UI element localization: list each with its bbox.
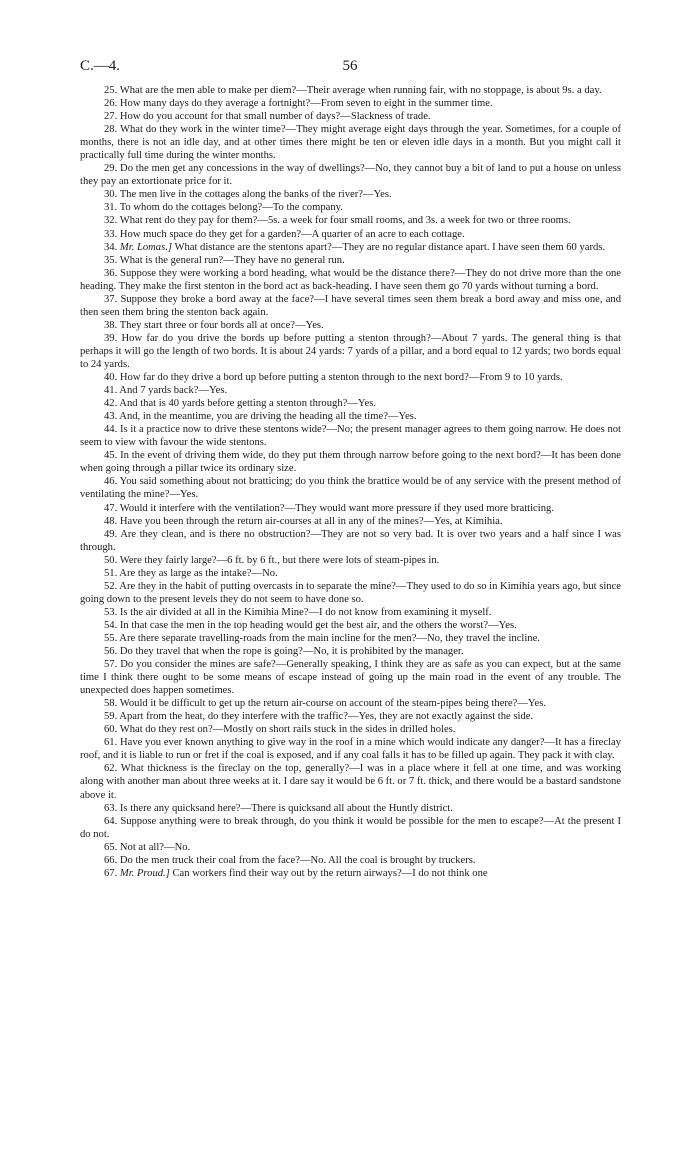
question-answer-paragraph: 49. Are they clean, and is there no obstruction?—They are not so very bad. It is over two years and a half since I was through.	[80, 528, 621, 553]
question-answer-paragraph: 60. What do they rest on?—Mostly on short rails stuck in the sides in drilled holes.	[104, 724, 456, 736]
question-answer-paragraph: 30. The men live in the cottages along the banks of the river?—Yes.	[104, 189, 392, 201]
question-number: 67.	[104, 867, 120, 879]
question-answer-paragraph: 25. What are the men able to make per diem?—Their average when running fair, with no stoppage, is about 9s. a day.	[104, 85, 602, 96]
question-answer-paragraph: 43. And, in the meantime, you are driving the heading all the time?—Yes.	[104, 411, 417, 423]
question-answer-paragraph: 44. Is it a practice now to drive these stentons wide?—No; the present manager agrees to them going narrow. He does not seem to view with favour the wide stentons.	[80, 424, 621, 449]
question-answer-paragraph: 55. Are there separate travelling-roads from the main incline for the men?—No, they travel the incline.	[104, 632, 540, 644]
question-answer-paragraph: 48. Have you been through the return air-courses at all in any of the mines?—Yes, at Kimihia.	[104, 515, 503, 527]
question-answer-paragraph: 33. How much space do they get for a garden?—A quarter of an acre to each cottage.	[104, 228, 465, 240]
question-answer-paragraph: 37. Suppose they broke a bord away at the face?—I have several times seen them break a bord away and miss one, and then seen them bring the stenton back again.	[80, 293, 621, 318]
question-answer-paragraph: 39. How far do you drive the bords up before putting a stenton through?—About 7 yards. The general thing is that perhaps it will go the length of two bords. It is about 24 yards: 7 yards of a pillar, and a bord equal to 12 yards; two bords equal to 24 yards.	[80, 332, 621, 370]
question-answer-paragraph: 54. In that case the men in the top heading would get the best air, and the others the worst?—Yes.	[104, 619, 517, 631]
question-number: 34.	[104, 241, 120, 253]
question-answer-paragraph: 47. Would it interfere with the ventilation?—They would want more pressure if they used more bratticing.	[104, 502, 554, 514]
question-answer-paragraph: 52. Are they in the habit of putting overcasts in to separate the mine?—They used to do so in Kimihia years ago, but since going down to the present levels they do not seem to have done so.	[80, 580, 621, 605]
question-answer-paragraph: 32. What rent do they pay for them?—5s. a week for four small rooms, and 3s. a week for two or three rooms.	[104, 215, 571, 227]
question-answer-paragraph: 50. Were they fairly large?—6 ft. by 6 ft., but there were lots of steam-pipes in.	[104, 554, 440, 566]
document-body	[80, 84, 621, 880]
question-answer-paragraph: 27. How do you account for that small number of days?—Slackness of trade.	[104, 111, 431, 123]
paragraph-text: Can workers find their way out by the return airways?—I do not think one	[169, 867, 488, 879]
question-answer-paragraph: 36. Suppose they were working a bord heading, what would be the distance there?—They do not drive more than the one heading. They make the first stenton in the bord act as back-heading. I have seen them go 70 yards without turning a bord.	[80, 267, 621, 292]
question-answer-paragraph: 53. Is the air divided at all in the Kimihia Mine?—I do not know from examining it myself.	[104, 606, 492, 618]
question-answer-paragraph: 31. To whom do the cottages belong?—To the company.	[104, 202, 343, 214]
speaker-name: Mr. Proud.]	[119, 867, 170, 879]
question-answer-paragraph: 65. Not at all?—No.	[104, 841, 191, 853]
speaker-name: Mr. Lomas.]	[119, 241, 172, 253]
question-answer-paragraph: 41. And 7 yards back?—Yes.	[104, 385, 228, 397]
question-answer-paragraph: 66. Do the men truck their coal from the face?—No. All the coal is brought by truckers.	[104, 854, 476, 866]
question-answer-paragraph: 58. Would it be difficult to get up the return air-course on account of the steam-pipes being there?—Yes.	[104, 698, 546, 710]
question-answer-paragraph: 63. Is there any quicksand here?—There is quicksand all about the Huntly district.	[104, 802, 453, 814]
question-answer-paragraph: 51. Are they as large as the intake?—No.	[104, 567, 278, 579]
question-answer-paragraph: 28. What do they work in the winter time?—They might average eight days through the year. Sometimes, for a couple of months, there is not an idle day, and at other times there might be ten or eleven idle days in a month. But you might call it practically full time during the winter months.	[80, 124, 621, 162]
document-reference: C.—4.	[80, 58, 121, 74]
page-number: 56	[342, 58, 358, 74]
question-answer-paragraph: 59. Apart from the heat, do they interfere with the traffic?—Yes, they are not exactly against the side.	[104, 711, 534, 723]
question-answer-paragraph	[80, 867, 621, 880]
question-answer-paragraph: 40. How far do they drive a bord up before putting a stenton through to the next bord?—From 9 to 10 yards.	[104, 372, 563, 384]
question-answer-paragraph: 29. Do the men get any concessions in the way of dwellings?—No, they cannot buy a bit of land to put a house on unless they pay an extortionate price for it.	[80, 163, 621, 188]
question-answer-paragraph: 46. You said something about not bratticing; do you think the brattice would be of any service with the present method of ventilating the mine?—Yes.	[80, 476, 621, 501]
question-answer-paragraph: 61. Have you ever known anything to give way in the roof in a mine which would indicate any danger?—It has a fireclay roof, and it is liable to run or fret if the coal is exposed, and if any coal falls it has to be filled up again. They pack it with clay.	[80, 737, 621, 762]
question-answer-paragraph: 56. Do they travel that when the rope is going?—No, it is prohibited by the manager.	[104, 646, 464, 658]
question-answer-paragraph: 57. Do you consider the mines are safe?—Generally speaking, I think they are as safe as you can expect, but at the same time I think there ought to be some means of escape instead of going up the main road in the event of any trouble. The unexpected does happen sometimes.	[80, 659, 621, 697]
question-answer-paragraph: 38. They start three or four bords all at once?—Yes.	[104, 319, 324, 331]
question-answer-paragraph: 62. What thickness is the fireclay on the top, generally?—I was in a place where it fell at one time, and was working along with another man about three weeks at it. I dare say it would be 6 ft. or 7 ft. thick, and there would be a bastard sandstone above it.	[80, 763, 622, 801]
question-answer-paragraph: 45. In the event of driving them wide, do they put them through narrow before going to the next bord?—It has been done when going through a pillar twice its ordinary size.	[80, 450, 621, 475]
question-answer-paragraph: 35. What is the general run?—They have no general run.	[104, 254, 345, 266]
question-answer-paragraph: 64. Suppose anything were to break through, do you think it would be possible for the men to escape?—At the present I do not.	[80, 815, 621, 840]
question-answer-paragraph	[80, 241, 621, 254]
page-header	[80, 58, 620, 78]
paragraph-text: What distance are the stentons apart?—They are no regular distance apart. I have seen them 60 yards.	[172, 241, 606, 253]
question-answer-paragraph: 26. How many days do they average a fortnight?—From seven to eight in the summer time.	[104, 98, 493, 110]
question-answer-paragraph: 42. And that is 40 yards before getting a stenton through?—Yes.	[104, 398, 376, 410]
